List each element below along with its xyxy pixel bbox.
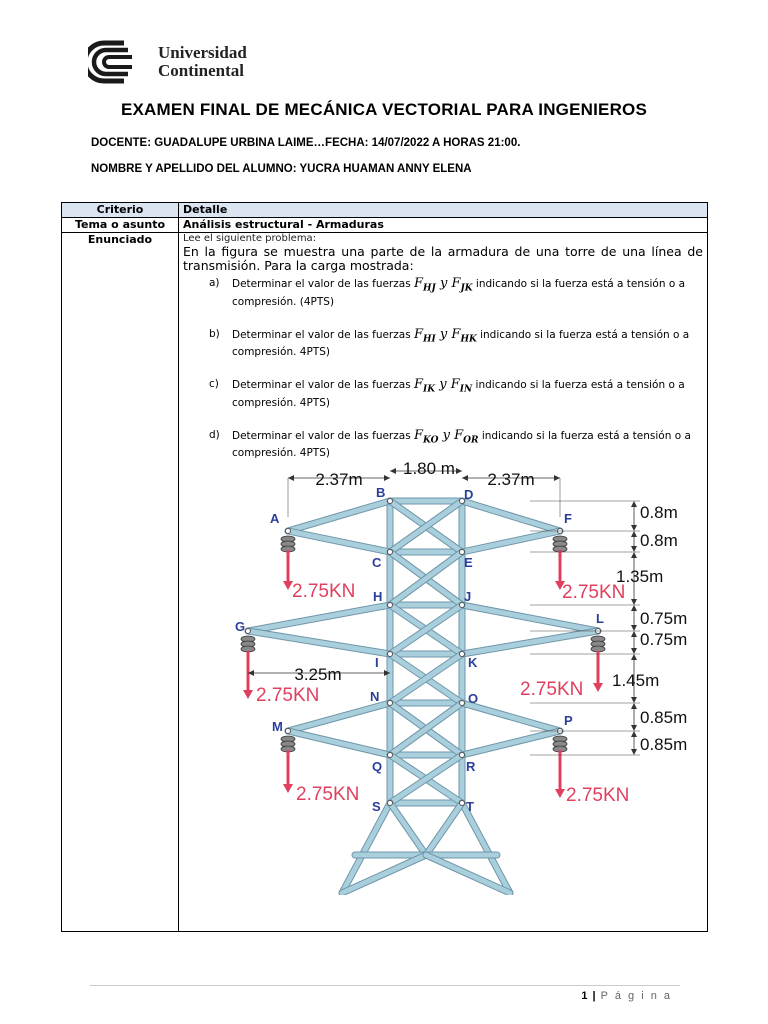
node-label: D [464, 487, 474, 502]
dimension-arrow [456, 468, 462, 474]
page-number: 1 [581, 990, 588, 1002]
truss-member [462, 501, 560, 531]
truss-member [462, 531, 560, 552]
dimension-arrow [631, 725, 637, 731]
dimension-arrow [631, 525, 637, 531]
truss-node [388, 701, 393, 706]
truss-node [388, 603, 393, 608]
dimension-arrow [462, 475, 468, 481]
dimension-label: 2.37m [315, 470, 363, 489]
question-prefix: Determinar el valor de las fuerzas [232, 328, 411, 341]
load-label: 2.75KN [562, 582, 626, 603]
question-list [183, 277, 703, 460]
force-symbol: $F_{HI}$ y $F_{HK}$ [414, 326, 477, 345]
node-label: G [235, 619, 246, 634]
truss-member [248, 631, 390, 654]
node-label: F [564, 511, 572, 526]
question-suffix: indicando si la fuerza está a tensión o a compresión. 4PTS) [232, 379, 685, 409]
detalle-header: Detalle [179, 203, 708, 218]
truss-member [426, 803, 462, 855]
page-word: P á g i n a [600, 990, 672, 1002]
truss-member [462, 631, 598, 654]
dimension-label: 0.75m [640, 630, 688, 649]
dimension-label: 0.85m [640, 735, 688, 754]
truss-node [460, 801, 465, 806]
dimension-label: 0.75m [640, 609, 688, 628]
truss-member [390, 803, 426, 855]
dimension-label: 1.45m [612, 671, 660, 690]
dimension-label: 3.25m [294, 665, 342, 684]
dimension-arrow [631, 654, 637, 660]
question-label: c) [209, 378, 219, 391]
footer-separator: | [592, 990, 596, 1002]
dimension-label: 0.85m [640, 708, 688, 727]
question-prefix: Determinar el valor de las fuerzas [232, 278, 411, 290]
question-label: d) [209, 428, 220, 441]
truss-member [248, 605, 390, 631]
force-symbol: $F_{KO}$ y $F_{OR}$ [414, 427, 479, 446]
node-label: T [466, 799, 474, 814]
truss-member [288, 501, 390, 531]
force-symbol: $F_{HJ}$ y $F_{JK}$ [414, 276, 473, 294]
node-label: B [376, 485, 386, 500]
load-label: 2.75KN [292, 581, 356, 602]
dimension-arrow [631, 546, 637, 552]
truss-node [286, 529, 291, 534]
dimension-arrow [631, 501, 637, 507]
node-label: Q [372, 759, 383, 774]
truss-member [462, 605, 598, 631]
load-arrow-head [555, 789, 565, 798]
truss-member [462, 703, 560, 731]
node-label: J [464, 589, 472, 604]
truss-node [286, 729, 291, 734]
dimension-arrow [631, 703, 637, 709]
node-label: P [564, 713, 573, 728]
topic-label: Tema o asunto [62, 218, 179, 233]
criterio-header: Criterio [62, 203, 179, 218]
node-label: S [372, 799, 381, 814]
truss-node [388, 652, 393, 657]
node-label: H [373, 589, 383, 604]
truss-member [462, 731, 560, 755]
question-prefix: Determinar el valor de las fuerzas [232, 379, 411, 392]
topic-row [62, 218, 708, 233]
dimension-arrow [390, 468, 396, 474]
load-arrow-head [243, 690, 253, 699]
dimension-label: 2.37m [487, 470, 535, 489]
load-label: 2.75KN [520, 679, 584, 700]
page-footer [581, 990, 672, 1002]
node-label: O [468, 691, 479, 706]
dimension-arrow [631, 631, 637, 637]
node-label: L [596, 611, 604, 626]
node-label: E [464, 555, 473, 570]
truss-node [460, 550, 465, 555]
truss-node [388, 753, 393, 758]
student-line: NOMBRE Y APELLIDO DEL ALUMNO: YUCRA HUAMAN ANNY ELENA [91, 163, 472, 175]
statement-text: En la figura se muestra una parte de la armadura de una torre de una línea de transmisión. Para la carga mostrada: [183, 244, 703, 273]
truss-member [288, 731, 390, 755]
truss-node [246, 629, 251, 634]
dimension-arrow [631, 697, 637, 703]
teacher-line: DOCENTE: GUADALUPE URBINA LAIME…FECHA: 14/07/2022 A HORAS 21:00. [91, 137, 521, 149]
truss-node [460, 753, 465, 758]
question-item [183, 328, 703, 360]
node-label: M [272, 719, 283, 734]
truss-node [460, 701, 465, 706]
truss-node [388, 499, 393, 504]
truss-diagram [230, 455, 700, 895]
topic-value: Análisis estructural - Armaduras [179, 218, 708, 233]
load-arrow-head [593, 683, 603, 692]
node-label: A [270, 511, 280, 526]
university-name: Universidad Continental [158, 43, 247, 80]
load-label: 2.75KN [256, 685, 320, 706]
dimension-arrow [554, 475, 560, 481]
dimension-label: 1.80 m [403, 459, 455, 478]
question-suffix: indicando si la fuerza está a tensión o a compresión. 4PTS) [232, 328, 690, 359]
footer-divider [90, 985, 680, 986]
exam-title: EXAMEN FINAL DE MECÁNICA VECTORIAL PARA INGENIEROS [120, 100, 648, 119]
dimension-arrow [631, 731, 637, 737]
dimension-label: 0.8m [640, 503, 678, 522]
question-suffix: indicando si la fuerza está a tensión o a compresión. 4PTS) [232, 429, 691, 460]
force-symbol: $F_{IK}$ y $F_{IN}$ [414, 377, 473, 395]
dimension-label: 0.8m [640, 531, 678, 550]
dimension-arrow [631, 648, 637, 654]
question-item [183, 378, 703, 410]
truss-member [288, 531, 390, 552]
node-label: R [466, 759, 476, 774]
question-suffix: indicando si la fuerza está a tensión o a compresión. (4PTS) [232, 278, 686, 308]
load-label: 2.75KN [566, 785, 630, 806]
node-label: K [468, 655, 478, 670]
node-label: C [372, 555, 382, 570]
truss-member [288, 703, 390, 731]
truss-node [460, 652, 465, 657]
dimension-label: 1.35m [616, 567, 664, 586]
dimension-arrow [631, 552, 637, 558]
question-label: a) [209, 277, 220, 289]
statement-label: Enunciado [62, 233, 179, 932]
dimension-arrow [631, 599, 637, 605]
question-prefix: Determinar el valor de las fuerzas [232, 429, 411, 442]
statement-intro: Lee el siguiente problema: [183, 233, 317, 244]
dimension-arrow [288, 475, 294, 481]
dimension-arrow [631, 749, 637, 755]
dimension-arrow [631, 531, 637, 537]
dimension-arrow [631, 625, 637, 631]
load-label: 2.75KN [296, 784, 360, 805]
table-header-row [62, 203, 708, 218]
truss-node [388, 550, 393, 555]
node-label: I [375, 655, 379, 670]
truss-node [388, 801, 393, 806]
dimension-arrow [631, 605, 637, 611]
load-arrow-head [283, 784, 293, 793]
question-label: b) [209, 327, 220, 340]
dimension-arrow [384, 475, 390, 481]
node-label: N [370, 689, 380, 704]
question-item [183, 277, 703, 309]
